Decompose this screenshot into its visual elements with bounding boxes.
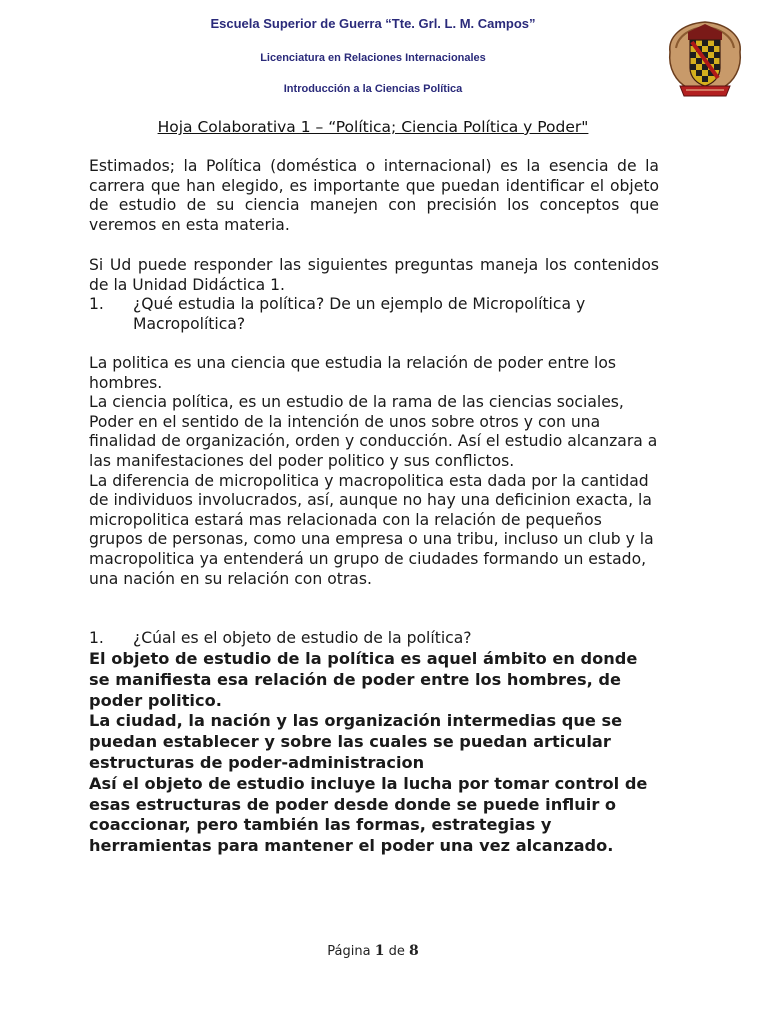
question-text: ¿Qué estudia la política? De un ejemplo de Micropolítica y Macropolítica? <box>133 295 586 333</box>
answer-1: La politica es una ciencia que estudia la relación de poder entre los hombres. La ciencia política, es un estudio de la rama de las ciencias sociales, Poder en el sentido de la intención de unos sobre otros y con una finalidad de organización, orden y conducción. Así el estudio alcanzara a las manifestaciones del poder politico y sus conflictos. La diferencia de micropolitica y macropolitica esta dada por la cantidad de individuos involucrados, así, aunque no hay una deficinion exacta, la micropolitica estará mas relacionada con la relación de pequeños grupos de personas, como una empresa o una tribu, incluso un club y la macropolitica ya entenderá un grupo de ciudades formando un estado, una nación en su relación con otras. <box>89 354 658 588</box>
question-number: 1. <box>89 295 104 313</box>
question-number: 1. <box>89 629 104 647</box>
page-footer <box>0 943 746 959</box>
page-of-label: de <box>388 944 405 959</box>
school-name: Escuela Superior de Guerra “Tte. Grl. L. M. Campos” <box>210 16 536 31</box>
question-1 <box>89 295 659 334</box>
answer-2: El objeto de estudio de la política es aquel ámbito en donde se manifiesta esa relación de poder entre los hombres, de poder politico. La ciudad, la nación y las organización intermedias que se puedan establecer y sobre las cuales se puedan articular estructuras de poder-administracion Así el objeto de estudio incluye la lucha por tomar control de esas estructuras de poder desde donde se puede influir o coaccionar, pero también las formas, estrategias y herramientas para mantener el poder una vez alcanzado. <box>89 649 648 856</box>
page-label: Página <box>327 944 371 959</box>
intro-paragraph: Estimados; la Política (doméstica o internacional) es la esencia de la carrera que han elegido, es importante que puedan identificar el objeto de estudio de su ciencia manejen con precisión los conceptos que veremos en esta materia. <box>89 157 659 234</box>
instructions-paragraph: Si Ud puede responder las siguientes preguntas maneja los contenidos de la Unidad Didáctica 1. <box>89 256 659 294</box>
program-name: Licenciatura en Relaciones Internacionales <box>260 52 486 64</box>
question-text: ¿Cúal es el objeto de estudio de la política? <box>133 629 472 647</box>
page-number: 1 <box>374 943 385 959</box>
coat-of-arms-icon <box>666 18 744 102</box>
document-title: Hoja Colaborativa 1 – “Política; Ciencia Política y Poder" <box>157 118 589 136</box>
course-name: Introducción a la Ciencias Política <box>283 83 463 95</box>
question-2 <box>89 629 659 649</box>
page-total: 8 <box>408 943 419 959</box>
